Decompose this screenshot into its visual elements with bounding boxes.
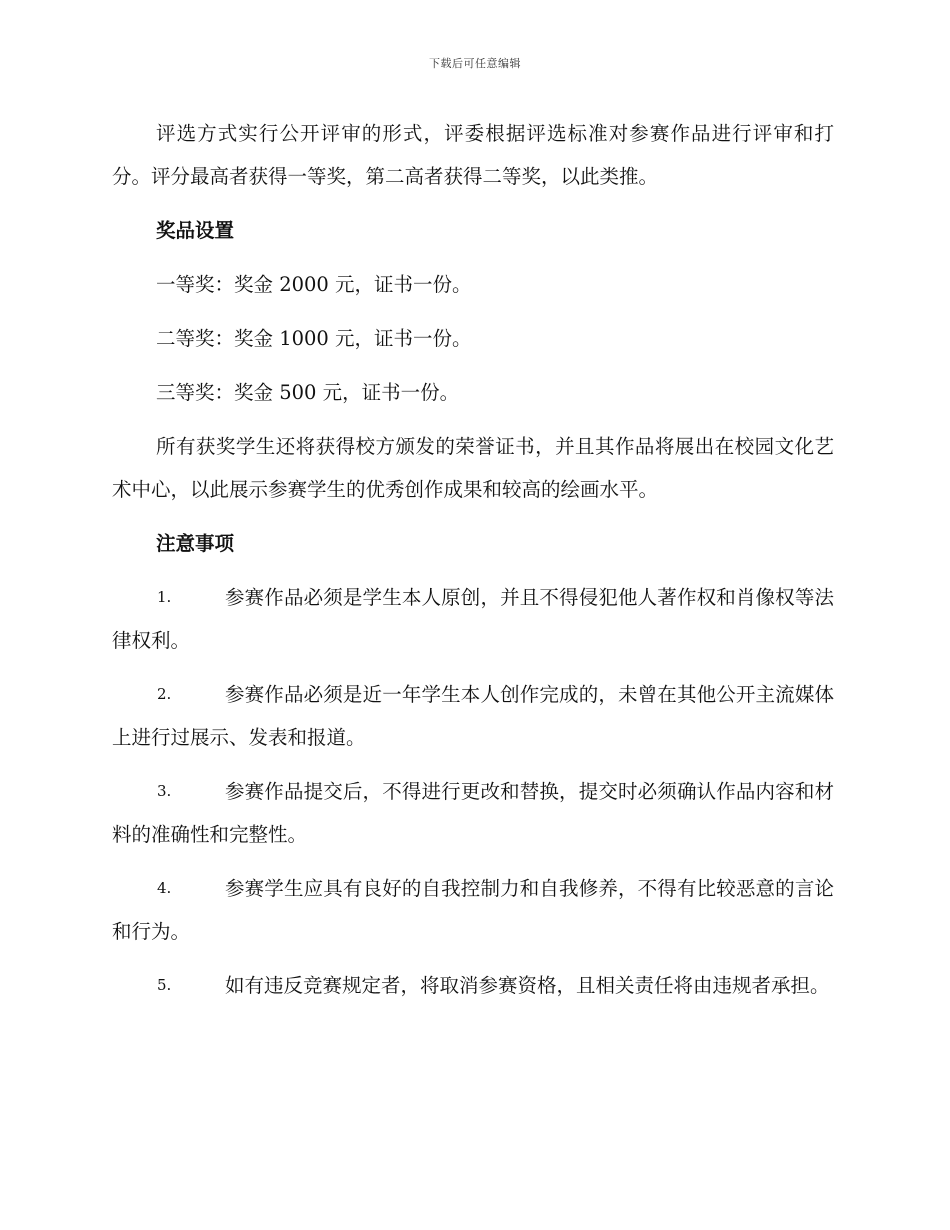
prize-third: 三等奖：奖金 500 元，证书一份。	[156, 381, 460, 404]
note-text: 参赛作品必须是学生本人原创，并且不得侵犯他人著作权和肖像权等法律权利。	[112, 586, 834, 652]
note-item	[112, 770, 834, 856]
note-number: 3.	[157, 782, 172, 800]
note-item	[112, 673, 834, 759]
note-number: 2.	[157, 685, 172, 703]
intro-paragraph: 评选方式实行公开评审的形式，评委根据评选标准对参赛作品进行评审和打分。评分最高者获得一等奖，第二高者获得二等奖，以此类推。	[112, 122, 834, 188]
notes-heading: 注意事项	[156, 532, 235, 555]
document-body	[112, 112, 834, 1018]
honor-paragraph: 所有获奖学生还将获得校方颁发的荣誉证书，并且其作品将展出在校园文化艺术中心，以此展示参赛学生的优秀创作成果和较高的绘画水平。	[112, 435, 834, 501]
prize-first: 一等奖：奖金 2000 元，证书一份。	[156, 273, 472, 296]
note-text: 参赛学生应具有良好的自我控制力和自我修养，不得有比较恶意的言论和行为。	[112, 877, 834, 943]
note-text: 如有违反竞赛规定者，将取消参赛资格，且相关责任将由违规者承担。	[225, 974, 830, 997]
note-item	[112, 576, 834, 662]
note-number: 5.	[157, 976, 172, 994]
page-header: 下载后可任意编辑	[429, 57, 521, 70]
prizes-heading: 奖品设置	[156, 219, 235, 242]
note-item	[112, 964, 834, 1007]
note-text: 参赛作品必须是近一年学生本人创作完成的，未曾在其他公开主流媒体上进行过展示、发表和报道。	[112, 683, 834, 749]
note-text: 参赛作品提交后，不得进行更改和替换，提交时必须确认作品内容和材料的准确性和完整性。	[112, 780, 834, 846]
note-number: 1.	[157, 588, 172, 606]
prize-second: 二等奖：奖金 1000 元，证书一份。	[156, 327, 472, 350]
note-number: 4.	[157, 879, 172, 897]
note-item	[112, 867, 834, 953]
